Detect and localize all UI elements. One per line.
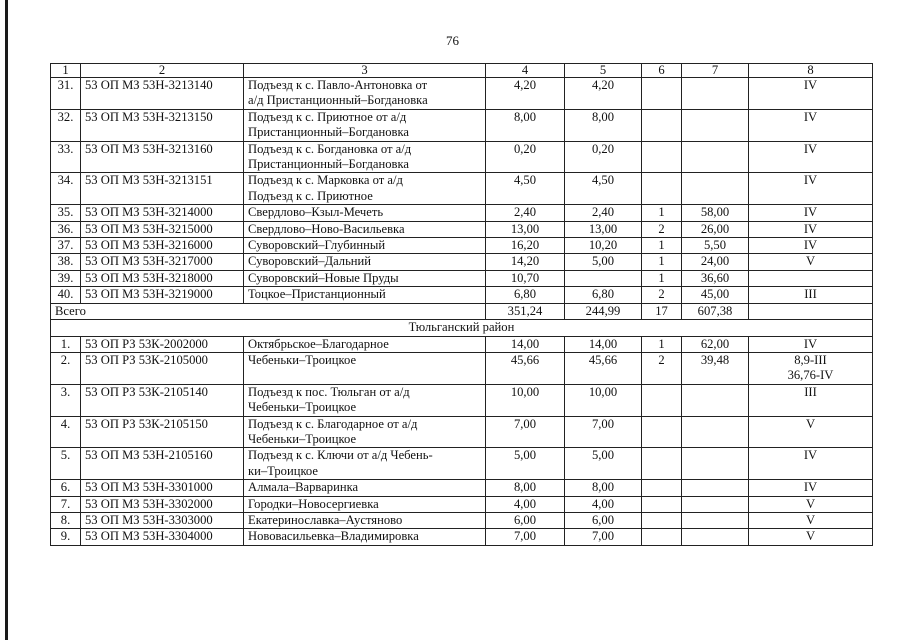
column-header: 4	[486, 64, 565, 78]
col6-value	[642, 448, 682, 480]
row-number: 7.	[51, 496, 81, 512]
row-number: 2.	[51, 352, 81, 384]
col6-value	[642, 529, 682, 545]
district-name: Тюльганский район	[51, 320, 873, 336]
road-category: IV	[749, 109, 873, 141]
column-header: 6	[642, 64, 682, 78]
col4-value: 7,00	[486, 416, 565, 448]
col7-value: 5,50	[682, 238, 749, 254]
col6-value: 1	[642, 238, 682, 254]
road-name: Суворовский–Глубинный	[244, 238, 486, 254]
col4-value: 8,00	[486, 480, 565, 496]
table-row	[51, 205, 873, 221]
row-number: 3.	[51, 384, 81, 416]
row-number: 5.	[51, 448, 81, 480]
col5-value: 45,66	[565, 352, 642, 384]
row-number: 34.	[51, 173, 81, 205]
row-number: 31.	[51, 78, 81, 110]
col7-value	[682, 496, 749, 512]
road-category: 8,9-III 36,76-IV	[749, 352, 873, 384]
col6-value: 2	[642, 352, 682, 384]
road-category: IV	[749, 336, 873, 352]
col6-value	[642, 384, 682, 416]
col6-value: 1	[642, 254, 682, 270]
col5-value: 10,00	[565, 384, 642, 416]
col7-value	[682, 448, 749, 480]
col6-value	[642, 141, 682, 173]
road-name: Подъезд к с. Богдановка от а/д Пристанционный–Богдановка	[244, 141, 486, 173]
road-category: IV	[749, 78, 873, 110]
road-name: Подъезд к пос. Тюльган от а/д Чебеньки–Троицкое	[244, 384, 486, 416]
col7-value	[682, 173, 749, 205]
col5-value: 2,40	[565, 205, 642, 221]
table-row	[51, 141, 873, 173]
road-name: Чебеньки–Троицкое	[244, 352, 486, 384]
row-number: 6.	[51, 480, 81, 496]
row-number: 38.	[51, 254, 81, 270]
road-category: V	[749, 416, 873, 448]
table-row	[51, 416, 873, 448]
col5-value: 4,20	[565, 78, 642, 110]
col7-value	[682, 141, 749, 173]
col4-value: 4,00	[486, 496, 565, 512]
col5-value: 6,80	[565, 287, 642, 303]
roads-table-body	[51, 64, 873, 546]
row-number: 39.	[51, 270, 81, 286]
total-c6: 17	[642, 303, 682, 319]
col6-value	[642, 512, 682, 528]
road-name: Тоцкое–Пристанционный	[244, 287, 486, 303]
col5-value: 10,20	[565, 238, 642, 254]
col5-value: 4,00	[565, 496, 642, 512]
road-category: IV	[749, 205, 873, 221]
col6-value: 2	[642, 221, 682, 237]
row-number: 1.	[51, 336, 81, 352]
table-row	[51, 448, 873, 480]
roads-table	[50, 63, 873, 546]
col5-value: 14,00	[565, 336, 642, 352]
table-row	[51, 529, 873, 545]
table-row	[51, 352, 873, 384]
table-row	[51, 238, 873, 254]
road-name: Подъезд к с. Благодарное от а/д Чебеньки–Троицкое	[244, 416, 486, 448]
table-row	[51, 287, 873, 303]
road-code: 53 ОП МЗ 53Н-3304000	[81, 529, 244, 545]
road-name: Свердлово–Кзыл-Мечеть	[244, 205, 486, 221]
row-number: 33.	[51, 141, 81, 173]
total-c4: 351,24	[486, 303, 565, 319]
row-number: 8.	[51, 512, 81, 528]
road-category: III	[749, 384, 873, 416]
road-category: IV	[749, 173, 873, 205]
col6-value	[642, 480, 682, 496]
col4-value: 7,00	[486, 529, 565, 545]
road-code: 53 ОП МЗ 53Н-2105160	[81, 448, 244, 480]
col6-value	[642, 109, 682, 141]
road-name: Алмала–Варваринка	[244, 480, 486, 496]
table-row	[51, 270, 873, 286]
road-name: Подъезд к с. Марковка от а/д Подъезд к с. Приютное	[244, 173, 486, 205]
col4-value: 6,00	[486, 512, 565, 528]
road-name: Городки–Новосергиевка	[244, 496, 486, 512]
road-category: V	[749, 496, 873, 512]
col5-value: 6,00	[565, 512, 642, 528]
col4-value: 5,00	[486, 448, 565, 480]
row-number: 35.	[51, 205, 81, 221]
column-header: 5	[565, 64, 642, 78]
row-number: 37.	[51, 238, 81, 254]
road-code: 53 ОП РЗ 53К-2105000	[81, 352, 244, 384]
col7-value: 36,60	[682, 270, 749, 286]
road-category: III	[749, 287, 873, 303]
col4-value: 8,00	[486, 109, 565, 141]
total-c5: 244,99	[565, 303, 642, 319]
road-category: IV	[749, 141, 873, 173]
col7-value: 26,00	[682, 221, 749, 237]
col5-value: 8,00	[565, 480, 642, 496]
road-code: 53 ОП МЗ 53Н-3301000	[81, 480, 244, 496]
road-code: 53 ОП МЗ 53Н-3213160	[81, 141, 244, 173]
road-name: Подъезд к с. Приютное от а/д Пристанционный–Богдановка	[244, 109, 486, 141]
col6-value	[642, 78, 682, 110]
table-row	[51, 496, 873, 512]
table-row	[51, 480, 873, 496]
col7-value: 58,00	[682, 205, 749, 221]
total-c7: 607,38	[682, 303, 749, 319]
road-name: Октябрьское–Благодарное	[244, 336, 486, 352]
road-code: 53 ОП МЗ 53Н-3213140	[81, 78, 244, 110]
col5-value: 8,00	[565, 109, 642, 141]
road-name: Подъезд к с. Павло-Антоновка от а/д Пристанционный–Богдановка	[244, 78, 486, 110]
table-row	[51, 109, 873, 141]
table-row	[51, 384, 873, 416]
road-category: IV	[749, 221, 873, 237]
table-row	[51, 254, 873, 270]
column-header: 8	[749, 64, 873, 78]
col7-value	[682, 529, 749, 545]
col5-value: 4,50	[565, 173, 642, 205]
road-code: 53 ОП РЗ 53К-2002000	[81, 336, 244, 352]
road-code: 53 ОП МЗ 53Н-3213150	[81, 109, 244, 141]
table-row	[51, 78, 873, 110]
road-code: 53 ОП МЗ 53Н-3215000	[81, 221, 244, 237]
col4-value: 14,00	[486, 336, 565, 352]
col7-value: 24,00	[682, 254, 749, 270]
col4-value: 2,40	[486, 205, 565, 221]
road-name: Суворовский–Новые Пруды	[244, 270, 486, 286]
road-name: Екатеринославка–Аустяново	[244, 512, 486, 528]
col4-value: 0,20	[486, 141, 565, 173]
col5-value: 13,00	[565, 221, 642, 237]
road-category: IV	[749, 448, 873, 480]
table-row	[51, 336, 873, 352]
column-header: 1	[51, 64, 81, 78]
col6-value: 1	[642, 205, 682, 221]
col7-value	[682, 480, 749, 496]
road-code: 53 ОП МЗ 53Н-3216000	[81, 238, 244, 254]
total-c8-empty	[749, 303, 873, 319]
column-header: 2	[81, 64, 244, 78]
col6-value	[642, 496, 682, 512]
col6-value: 1	[642, 270, 682, 286]
road-category	[749, 270, 873, 286]
col7-value: 45,00	[682, 287, 749, 303]
road-name: Свердлово–Ново-Васильевка	[244, 221, 486, 237]
col4-value: 13,00	[486, 221, 565, 237]
road-category: IV	[749, 238, 873, 254]
col5-value: 5,00	[565, 448, 642, 480]
col4-value: 10,00	[486, 384, 565, 416]
col4-value: 4,50	[486, 173, 565, 205]
col4-value: 14,20	[486, 254, 565, 270]
row-number: 40.	[51, 287, 81, 303]
row-number: 9.	[51, 529, 81, 545]
total-label: Всего	[51, 303, 486, 319]
column-header: 7	[682, 64, 749, 78]
road-category: IV	[749, 480, 873, 496]
col5-value: 7,00	[565, 416, 642, 448]
road-code: 53 ОП РЗ 53К-2105140	[81, 384, 244, 416]
col5-value: 7,00	[565, 529, 642, 545]
col6-value: 1	[642, 336, 682, 352]
col4-value: 45,66	[486, 352, 565, 384]
col6-value: 2	[642, 287, 682, 303]
road-category: V	[749, 254, 873, 270]
col7-value: 62,00	[682, 336, 749, 352]
road-code: 53 ОП МЗ 53Н-3217000	[81, 254, 244, 270]
col6-value	[642, 416, 682, 448]
col5-value: 5,00	[565, 254, 642, 270]
col4-value: 16,20	[486, 238, 565, 254]
col6-value	[642, 173, 682, 205]
road-code: 53 ОП РЗ 53К-2105150	[81, 416, 244, 448]
table-row	[51, 221, 873, 237]
col4-value: 4,20	[486, 78, 565, 110]
total-row	[51, 303, 873, 319]
row-number: 4.	[51, 416, 81, 448]
road-name: Подъезд к с. Ключи от а/д Чебень- ки–Троицкое	[244, 448, 486, 480]
road-code: 53 ОП МЗ 53Н-3302000	[81, 496, 244, 512]
road-code: 53 ОП МЗ 53Н-3303000	[81, 512, 244, 528]
col5-value	[565, 270, 642, 286]
column-header-row	[51, 64, 873, 78]
scan-edge-rule	[5, 0, 8, 640]
road-category: V	[749, 512, 873, 528]
row-number: 36.	[51, 221, 81, 237]
district-row	[51, 320, 873, 336]
road-name: Нововасильевка–Владимировка	[244, 529, 486, 545]
road-name: Суворовский–Дальний	[244, 254, 486, 270]
road-code: 53 ОП МЗ 53Н-3213151	[81, 173, 244, 205]
col4-value: 6,80	[486, 287, 565, 303]
road-category: V	[749, 529, 873, 545]
page-number: 76	[446, 33, 459, 48]
road-code: 53 ОП МЗ 53Н-3214000	[81, 205, 244, 221]
road-code: 53 ОП МЗ 53Н-3218000	[81, 270, 244, 286]
col4-value: 10,70	[486, 270, 565, 286]
col5-value: 0,20	[565, 141, 642, 173]
col7-value	[682, 109, 749, 141]
table-row	[51, 173, 873, 205]
table-row	[51, 512, 873, 528]
col7-value: 39,48	[682, 352, 749, 384]
row-number: 32.	[51, 109, 81, 141]
column-header: 3	[244, 64, 486, 78]
col7-value	[682, 384, 749, 416]
col7-value	[682, 78, 749, 110]
col7-value	[682, 416, 749, 448]
col7-value	[682, 512, 749, 528]
road-code: 53 ОП МЗ 53Н-3219000	[81, 287, 244, 303]
